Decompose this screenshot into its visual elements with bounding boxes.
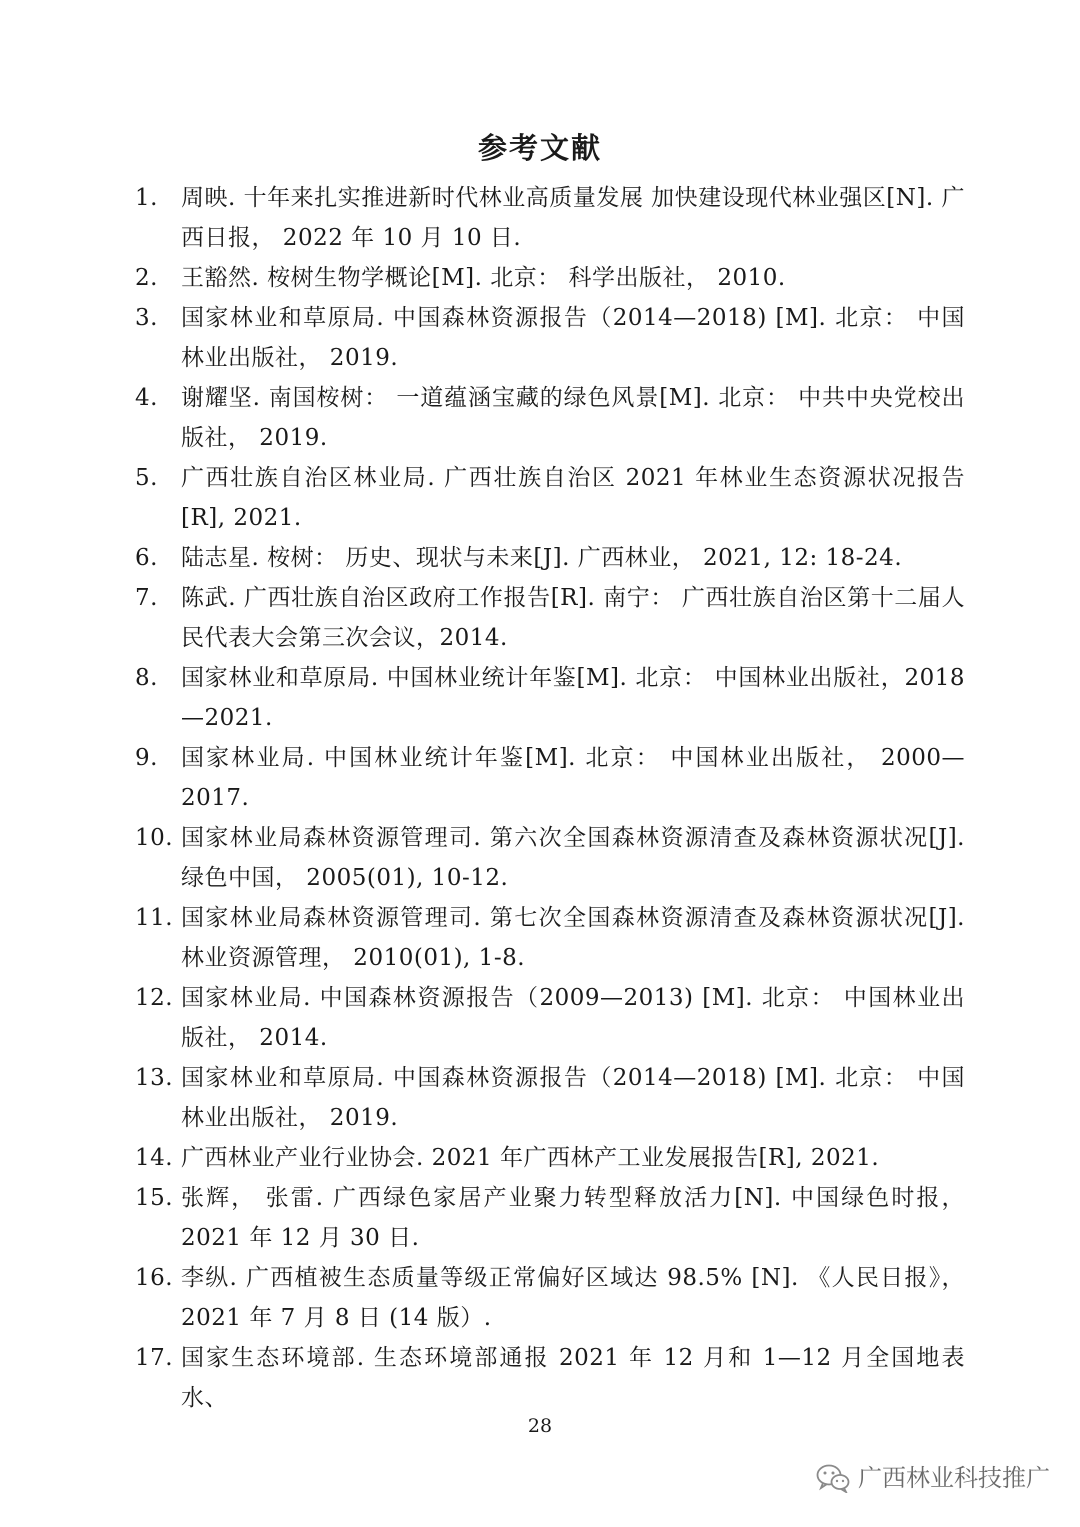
reference-text: 李纵. 广西植被生态质量等级正常偏好区域达 98.5% [N]. 《人民日报》，2021 年 7 月 8 日 (14 版）. xyxy=(181,1265,965,1331)
reference-number: 4. xyxy=(135,385,158,411)
wechat-icon xyxy=(816,1463,850,1493)
reference-text: 王豁然. 桉树生物学概论[M]. 北京： 科学出版社， 2010. xyxy=(181,265,786,291)
reference-text: 广西壮族自治区林业局. 广西壮族自治区 2021 年林业生态资源状况报告[R], 2021. xyxy=(181,465,965,531)
reference-number: 2. xyxy=(135,265,158,291)
reference-number: 16. xyxy=(135,1265,174,1291)
reference-number: 6. xyxy=(135,545,158,571)
page-number: 28 xyxy=(527,1415,553,1437)
reference-text: 周映. 十年来扎实推进新时代林业高质量发展 加快建设现代林业强区[N]. 广西日报， 2022 年 10 月 10 日. xyxy=(181,185,965,251)
wechat-watermark xyxy=(816,1458,1050,1498)
reference-text: 国家林业和草原局. 中国林业统计年鉴[M]. 北京： 中国林业出版社，2018—2021. xyxy=(181,665,965,731)
reference-number: 10. xyxy=(135,825,174,851)
reference-text: 张辉， 张雷. 广西绿色家居产业聚力转型释放活力[N]. 中国绿色时报，2021 年 12 月 30 日. xyxy=(181,1185,965,1251)
reference-number: 9. xyxy=(135,745,158,771)
reference-number: 1. xyxy=(135,185,158,211)
reference-item xyxy=(135,818,965,898)
reference-number: 13. xyxy=(135,1065,174,1091)
reference-item xyxy=(135,298,965,378)
reference-item xyxy=(135,178,965,258)
reference-item xyxy=(135,378,965,458)
reference-item xyxy=(135,658,965,738)
reference-text: 国家林业局. 中国林业统计年鉴[M]. 北京： 中国林业出版社， 2000—2017. xyxy=(181,745,965,811)
reference-number: 17. xyxy=(135,1345,174,1371)
reference-number: 5. xyxy=(135,465,158,491)
reference-item xyxy=(135,458,965,538)
reference-item xyxy=(135,978,965,1058)
reference-text: 国家林业和草原局. 中国森林资源报告（2014—2018) [M]. 北京： 中国林业出版社， 2019. xyxy=(181,305,965,371)
watermark-text: 广西林业科技推广 xyxy=(858,1464,1050,1492)
reference-number: 12. xyxy=(135,985,174,1011)
page-title: 参考文献 xyxy=(477,131,602,165)
reference-text: 陈武. 广西壮族自治区政府工作报告[R]. 南宁： 广西壮族自治区第十二届人民代表大会第三次会议，2014. xyxy=(181,585,965,651)
reference-text: 谢耀坚. 南国桉树： 一道蕴涵宝藏的绿色风景[M]. 北京： 中共中央党校出版社， 2019. xyxy=(181,385,965,451)
reference-item xyxy=(135,1058,965,1138)
reference-text: 陆志星. 桉树： 历史、现状与未来[J]. 广西林业， 2021, 12: 18-24. xyxy=(181,545,903,571)
reference-text: 国家生态环境部. 生态环境部通报 2021 年 12 月和 1—12 月全国地表水、 xyxy=(181,1345,965,1411)
reference-list xyxy=(135,178,965,1418)
reference-item xyxy=(135,738,965,818)
reference-number: 8. xyxy=(135,665,158,691)
reference-number: 15. xyxy=(135,1185,174,1211)
reference-item xyxy=(135,258,965,298)
reference-text: 国家林业局. 中国森林资源报告（2009—2013) [M]. 北京： 中国林业出版社， 2014. xyxy=(181,985,965,1051)
reference-text: 国家林业局森林资源管理司. 第六次全国森林资源清查及森林资源状况[J]. 绿色中国， 2005(01), 10-12. xyxy=(181,825,965,891)
reference-item xyxy=(135,1258,965,1338)
reference-text: 广西林业产业行业协会. 2021 年广西林产工业发展报告[R], 2021. xyxy=(181,1145,880,1171)
reference-item xyxy=(135,898,965,978)
reference-number: 3. xyxy=(135,305,158,331)
reference-item xyxy=(135,538,965,578)
reference-number: 11. xyxy=(135,905,174,931)
reference-item xyxy=(135,1138,965,1178)
reference-item xyxy=(135,1178,965,1258)
reference-item xyxy=(135,1338,965,1418)
reference-text: 国家林业和草原局. 中国森林资源报告（2014—2018) [M]. 北京： 中国林业出版社， 2019. xyxy=(181,1065,965,1131)
reference-text: 国家林业局森林资源管理司. 第七次全国森林资源清查及森林资源状况[J]. 林业资源管理， 2010(01), 1-8. xyxy=(181,905,965,971)
reference-number: 14. xyxy=(135,1145,174,1171)
reference-number: 7. xyxy=(135,585,158,611)
reference-item xyxy=(135,578,965,658)
